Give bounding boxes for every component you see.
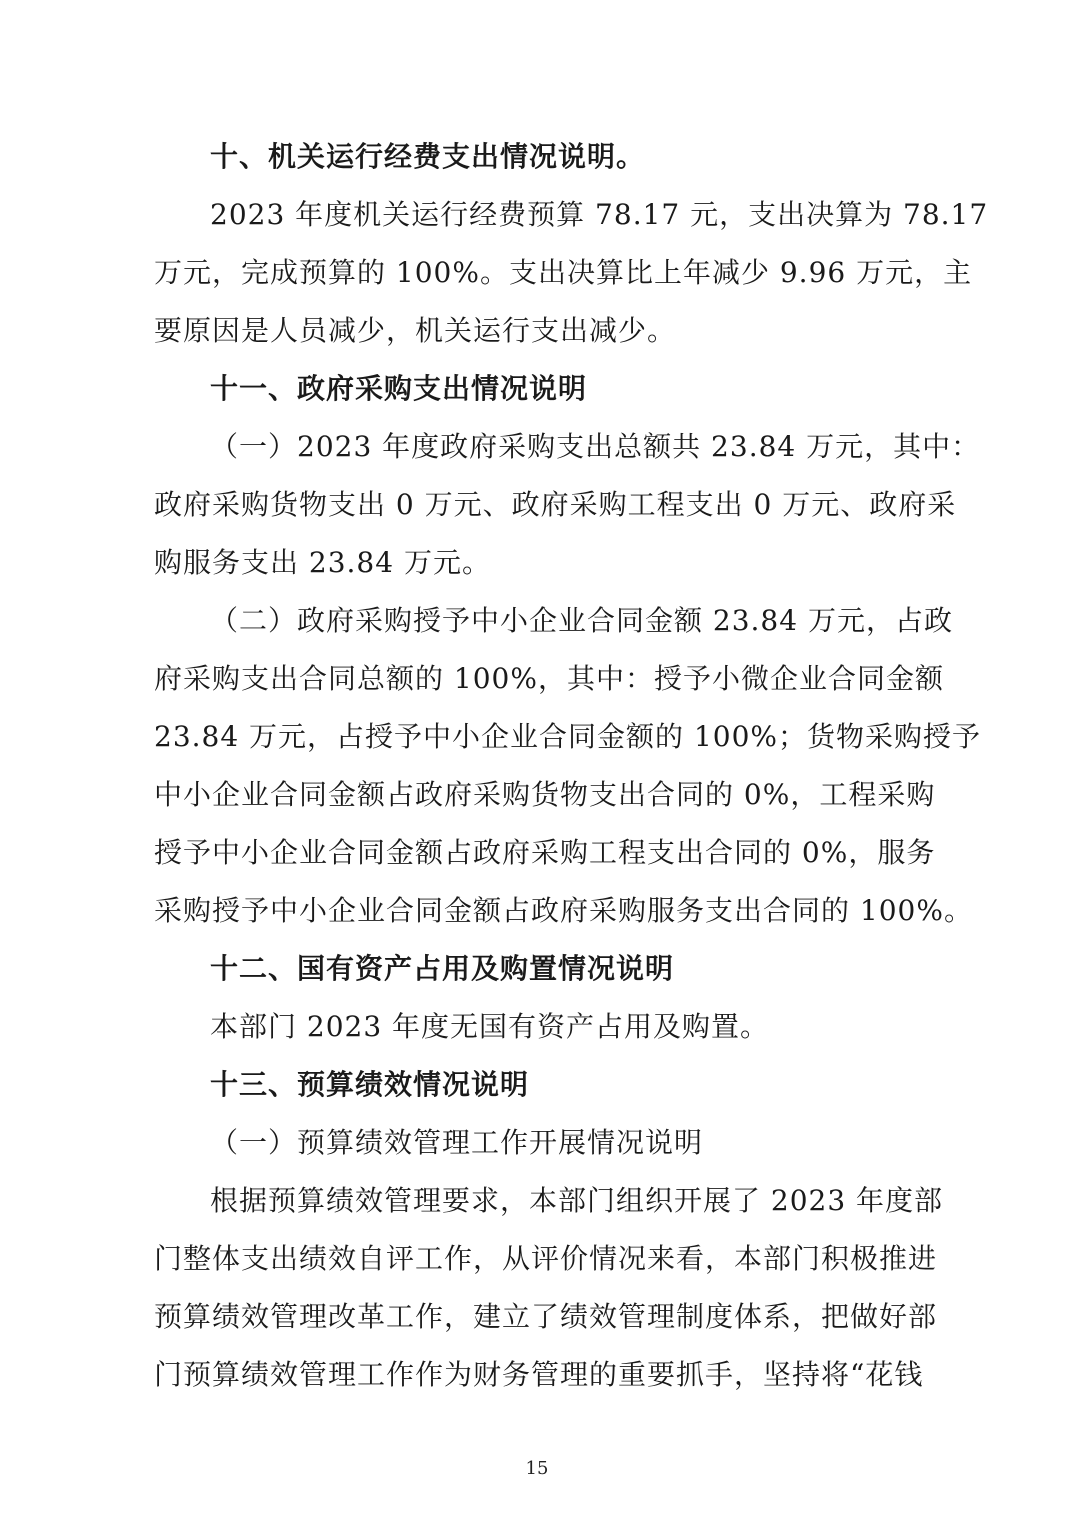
section-10-para-line: 要原因是人员减少，机关运行支出减少。 bbox=[154, 314, 677, 347]
document-page bbox=[154, 128, 989, 1404]
section-13-para-line: 门整体支出绩效自评工作，从评价情况来看，本部门积极推进 bbox=[154, 1242, 938, 1275]
section-11-para1-line: 购服务支出 23.84 万元。 bbox=[154, 546, 491, 579]
section-11-para2-line: 府采购支出合同总额的 100%，其中：授予小微企业合同金额 bbox=[154, 662, 944, 695]
section-13-para-line: 门预算绩效管理工作作为财务管理的重要抓手，坚持将“花钱 bbox=[154, 1358, 924, 1391]
section-10-para-line: 万元，完成预算的 100%。支出决算比上年减少 9.96 万元，主 bbox=[154, 256, 973, 289]
section-11-para2-line: 授予中小企业合同金额占政府采购工程支出合同的 0%，服务 bbox=[154, 836, 936, 869]
section-12-para-line: 本部门 2023 年度无国有资产占用及购置。 bbox=[210, 1010, 770, 1043]
section-11-para2-line: 采购授予中小企业合同金额占政府采购服务支出合同的 100%。 bbox=[154, 894, 973, 927]
section-11-para2-line: （二）政府采购授予中小企业合同金额 23.84 万元，占政 bbox=[210, 604, 953, 637]
page-number: 15 bbox=[525, 1458, 549, 1479]
section-11-para2-line: 中小企业合同金额占政府采购货物支出合同的 0%，工程采购 bbox=[154, 778, 936, 811]
section-11-para1-line: （一）2023 年度政府采购支出总额共 23.84 万元，其中： bbox=[210, 430, 981, 463]
section-13-para-line: 预算绩效管理改革工作，建立了绩效管理制度体系，把做好部 bbox=[154, 1300, 938, 1333]
section-13-para-line: 根据预算绩效管理要求，本部门组织开展了 2023 年度部 bbox=[210, 1184, 944, 1217]
section-11-para2-line: 23.84 万元，占授予中小企业合同金额的 100%；货物采购授予 bbox=[154, 720, 982, 753]
section-13-heading: 十三、预算绩效情况说明 bbox=[210, 1068, 530, 1101]
section-11-heading: 十一、政府采购支出情况说明 bbox=[210, 372, 588, 405]
section-12-heading: 十二、国有资产占用及购置情况说明 bbox=[210, 952, 675, 985]
section-13-subheading: （一）预算绩效管理工作开展情况说明 bbox=[210, 1126, 704, 1159]
section-10-para-line: 2023 年度机关运行经费预算 78.17 元，支出决算为 78.17 bbox=[210, 198, 989, 231]
section-11-para1-line: 政府采购货物支出 0 万元、政府采购工程支出 0 万元、政府采 bbox=[154, 488, 957, 521]
section-10-heading: 十、机关运行经费支出情况说明。 bbox=[210, 140, 646, 173]
